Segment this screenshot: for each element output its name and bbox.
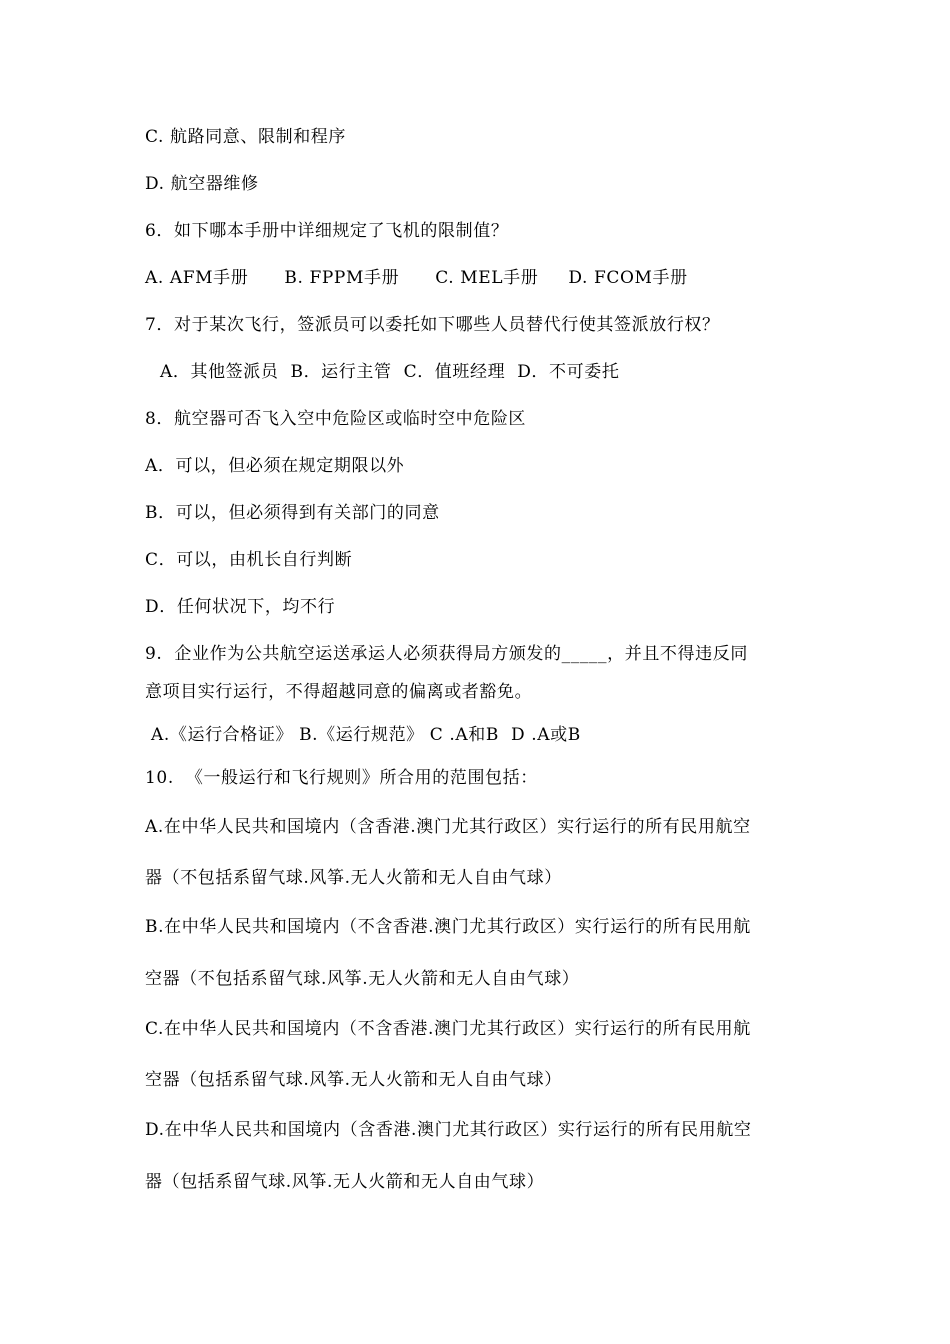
q7-question: 7．对于某次飞行，签派员可以委托如下哪些人员替代行使其签派放行权？ [145, 315, 720, 335]
q8-option-d: D．任何状况下，均不行 [145, 597, 336, 617]
q5-option-c: C. 航路同意、限制和程序 [145, 127, 347, 147]
q9-question-line-2: 意项目实行运行，不得超越同意的偏离或者豁免。 [145, 682, 533, 702]
q10-option-b-line-1: B.在中华人民共和国境内（不含香港.澳门尤其行政区）实行运行的所有民用航 [145, 917, 751, 937]
q10-option-c-line-2: 空器（包括系留气球.风筝.无人火箭和无人自由气球） [145, 1070, 562, 1090]
q9-question-line-1: 9. 企业作为公共航空运送承运人必须获得局方颁发的_____，并且不得违反同 [145, 644, 748, 664]
q10-option-a-line-2: 器（不包括系留气球.风筝.无人火箭和无人自由气球） [145, 868, 562, 888]
q10-option-d-line-2: 器（包括系留气球.风筝.无人火箭和无人自由气球） [145, 1172, 545, 1192]
q8-option-a: A．可以，但必须在规定期限以外 [145, 456, 405, 476]
q8-option-b: B．可以，但必须得到有关部门的同意 [145, 503, 440, 523]
q10-option-d-line-1: D.在中华人民共和国境内（含香港.澳门尤其行政区）实行运行的所有民用航空 [145, 1120, 752, 1140]
q10-option-c-line-1: C.在中华人民共和国境内（不含香港.澳门尤其行政区）实行运行的所有民用航 [145, 1019, 751, 1039]
q6-options: A. AFM手册 B. FPPM手册 C. MEL手册 D. FCOM手册 [145, 268, 688, 288]
q7-options: A．其他签派员 B．运行主管 C．值班经理 D．不可委托 [160, 362, 620, 382]
q10-option-a-line-1: A.在中华人民共和国境内（含香港.澳门尤其行政区）实行运行的所有民用航空 [145, 817, 751, 837]
q10-question: 10. 《一般运行和飞行规则》所合用的范围包括： [145, 768, 538, 788]
q5-option-d: D. 航空器维修 [145, 174, 259, 194]
q9-options: A.《运行合格证》 B.《运行规范》 C .A和B D .A或B [151, 725, 581, 745]
q8-question: 8．航空器可否飞入空中危险区或临时空中危险区 [145, 409, 527, 429]
q8-option-c: C．可以，由机长自行判断 [145, 550, 353, 570]
q6-question: 6．如下哪本手册中详细规定了飞机的限制值？ [145, 221, 509, 241]
q10-option-b-line-2: 空器（不包括系留气球.风筝.无人火箭和无人自由气球） [145, 969, 580, 989]
